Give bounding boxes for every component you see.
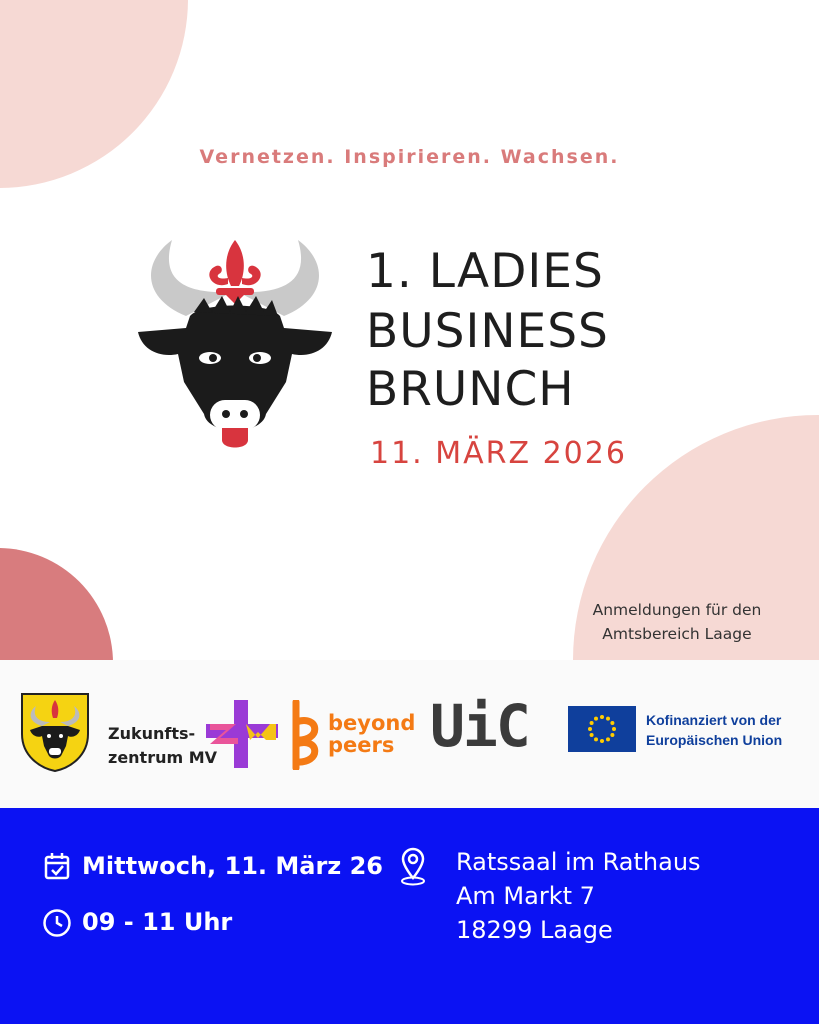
calendar-icon [44, 852, 70, 880]
zmv-mark-label: ZMV [242, 766, 245, 767]
title-line-2: BUSINESS [366, 304, 609, 359]
eu-line-2: Europäischen Union [646, 732, 783, 748]
tagline: Vernetzen. Inspirieren. Wachsen. [199, 146, 620, 168]
eu-funding-text [646, 710, 782, 750]
zukunftszentrum-text [108, 722, 217, 770]
event-time: 09 - 11 Uhr [82, 908, 233, 936]
coat-of-arms-logo [20, 692, 90, 772]
zmv-logo-mark [206, 700, 278, 768]
event-date: 11. MÄRZ 2026 [370, 436, 627, 471]
title-line-1: 1. LADIES [366, 244, 604, 299]
registration-note [557, 598, 797, 646]
eu-line-1: Kofinanziert von der [646, 712, 782, 728]
registration-line-1: Anmeldungen für den [592, 601, 762, 619]
partner-logo-strip [0, 660, 819, 808]
eu-stars-icon [568, 706, 636, 752]
eu-flag [568, 706, 636, 752]
location-line-3: 18299 Laage [456, 916, 613, 944]
registration-line-2: Amtsbereich Laage [602, 625, 752, 643]
zukunftszentrum-line-1: Zukunfts- [108, 724, 196, 743]
clock-icon [42, 908, 72, 938]
beyond-line: beyond [328, 711, 416, 735]
event-date-detail: Mittwoch, 11. März 26 [82, 852, 384, 880]
beyond-peers-logo-mark [292, 700, 326, 770]
bull-head-logo [132, 232, 338, 454]
peers-line: peers [328, 733, 395, 757]
location-line-2: Am Markt 7 [456, 882, 595, 910]
title-line-3: BRUNCH [366, 362, 575, 417]
zukunftszentrum-line-2: zentrum MV [108, 748, 218, 767]
event-info-band [0, 808, 819, 1024]
location-line-1: Ratssaal im Rathaus [456, 848, 701, 876]
beyond-peers-text [328, 712, 415, 756]
uic-logo: UiC [430, 692, 529, 760]
location-pin-icon [398, 846, 428, 886]
